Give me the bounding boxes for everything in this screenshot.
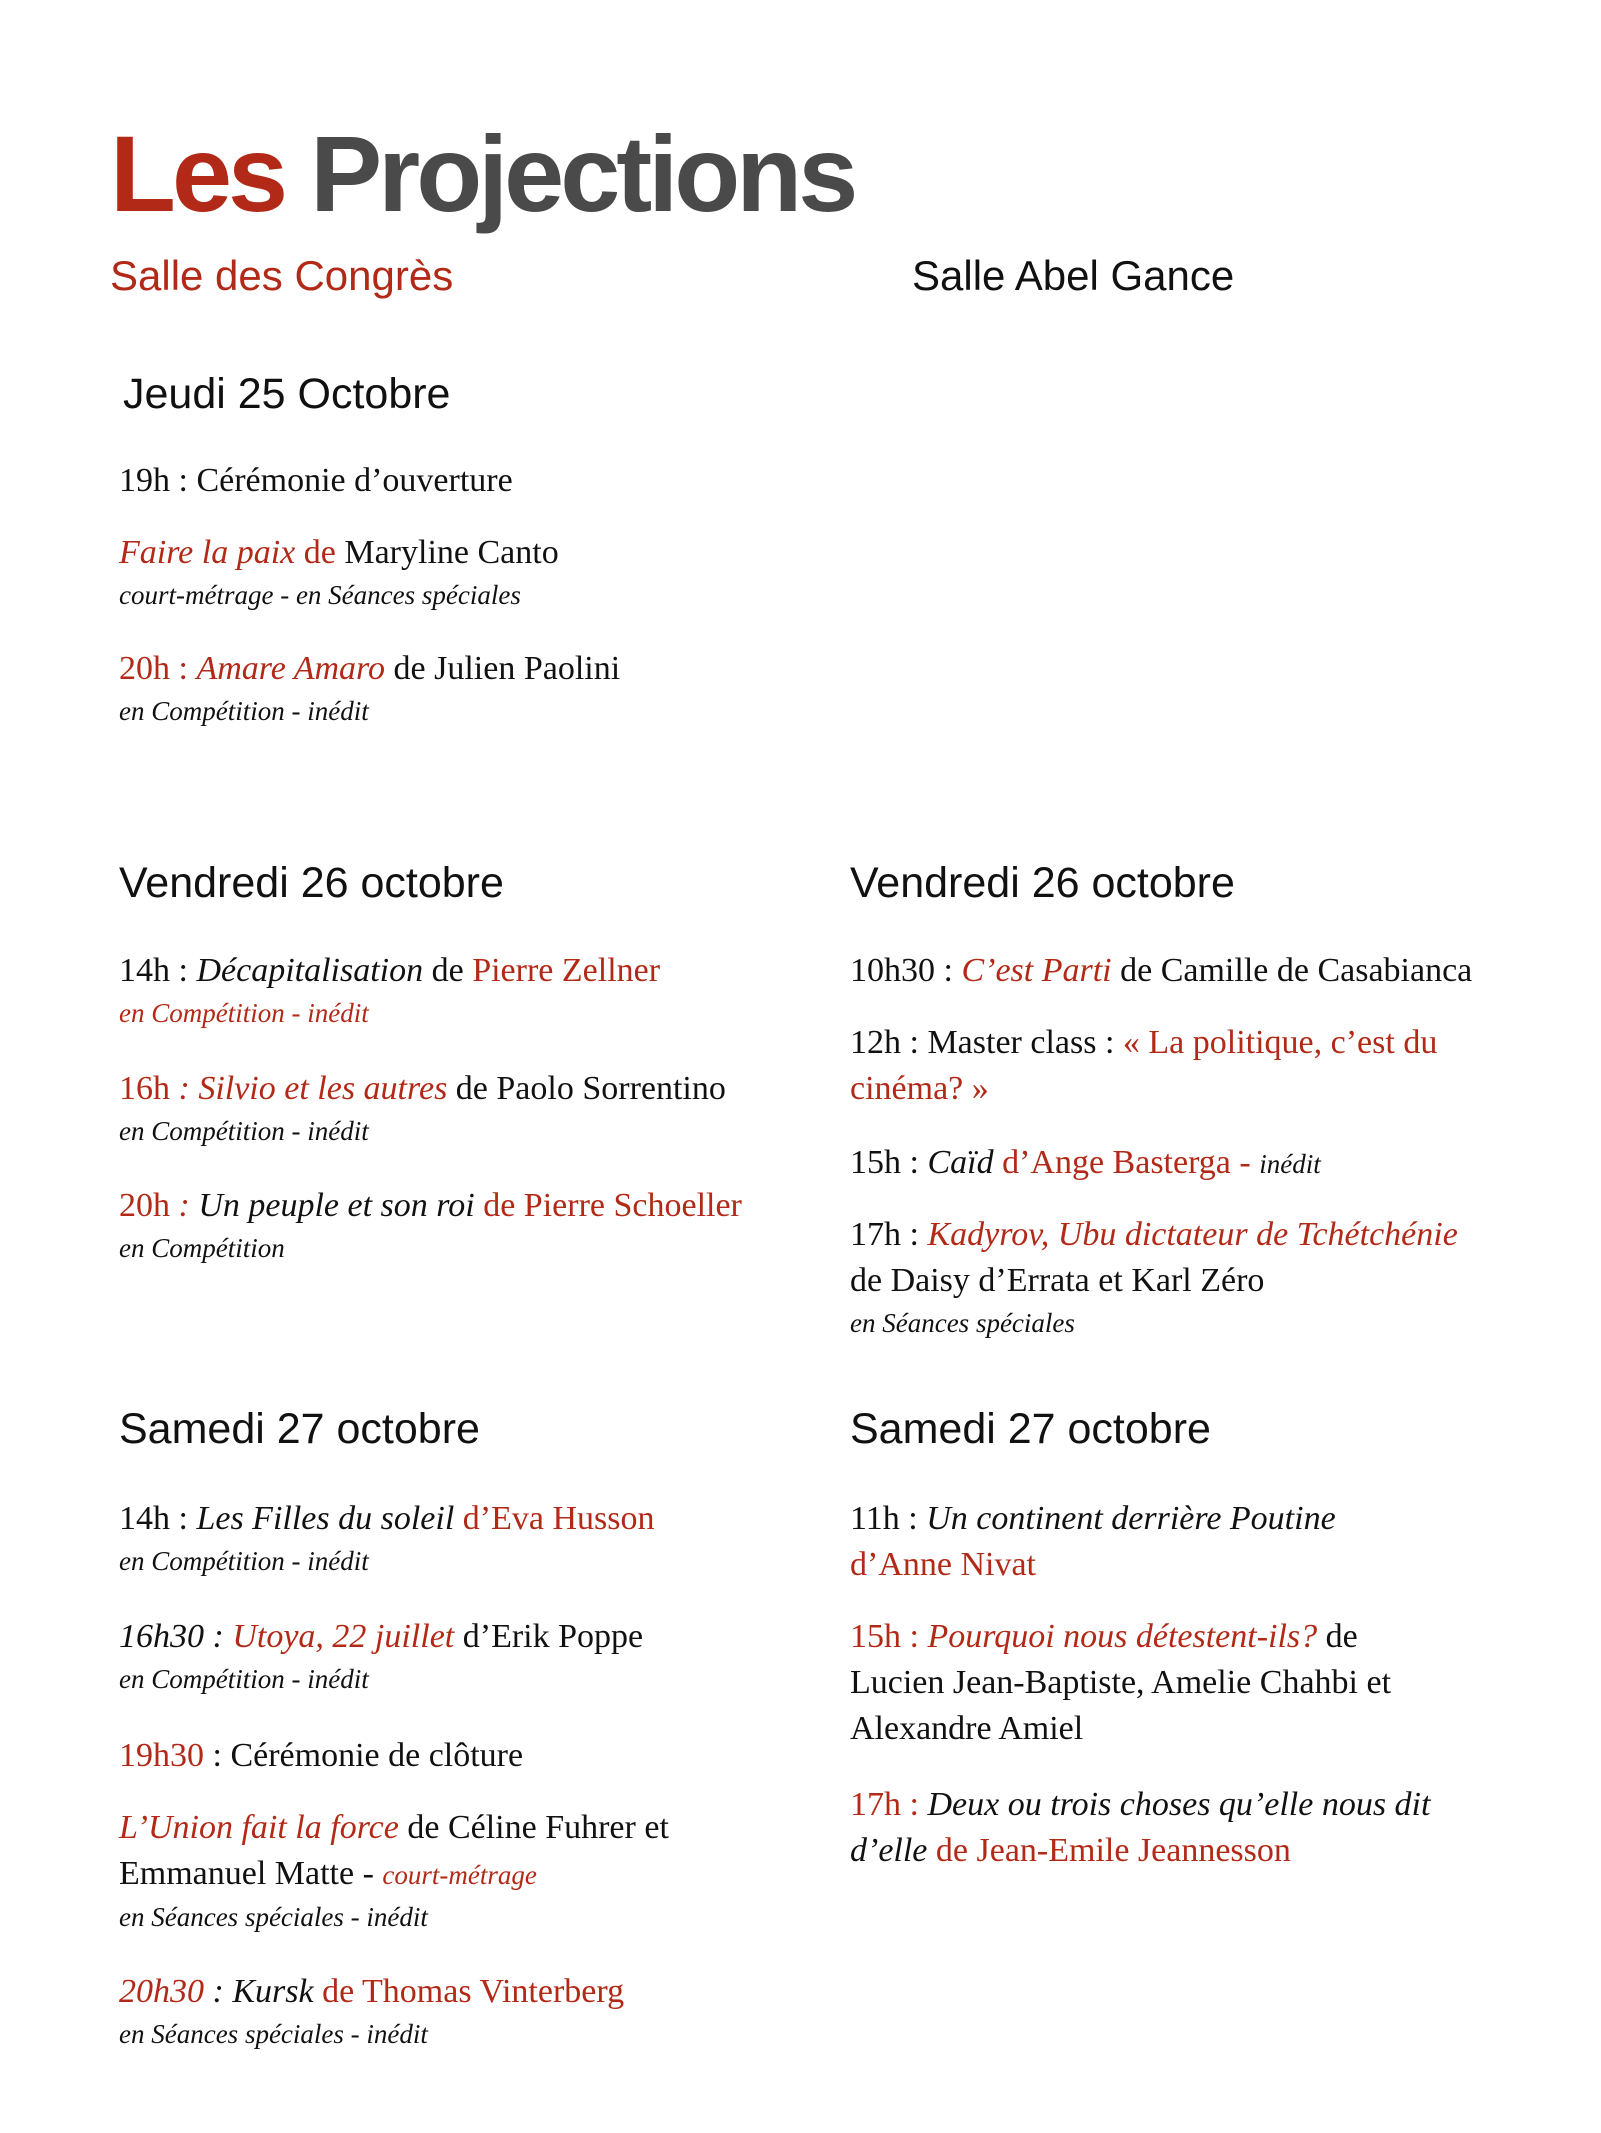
event-line: [119, 1496, 819, 1542]
event-continent-poutine: [850, 1496, 1570, 1588]
day-heading-saturday-abel-gance: Samedi 27 octobre: [850, 1405, 1211, 1453]
film-title: Faire la paix: [119, 534, 296, 571]
event-time: 16h: [119, 1070, 170, 1107]
event-amare-amaro: [119, 646, 819, 730]
title-word-les: Les: [110, 113, 285, 234]
film-director: d’Ange Basterga -: [993, 1144, 1260, 1181]
event-kadyrov: [850, 1212, 1570, 1342]
event-master-class: [850, 1020, 1570, 1112]
film-title: Deux ou trois choses qu’elle nous dit: [927, 1786, 1431, 1823]
film-director: de Thomas Vinterberg: [313, 1973, 625, 2010]
event-line: 19h : Cérémonie d’ouverture: [119, 462, 513, 499]
day-heading-thursday: Jeudi 25 Octobre: [123, 370, 451, 418]
event-line: [119, 1805, 819, 1851]
film-director: de Paolo Sorrentino: [447, 1070, 726, 1107]
event-line: [119, 530, 819, 576]
event-time: 15h :: [850, 1618, 928, 1655]
event-line: [850, 1212, 1570, 1258]
event-subtitle: court-métrage - en Séances spéciales: [119, 580, 521, 610]
event-line-2: [119, 1851, 819, 1898]
page-title: [110, 113, 855, 234]
event-subtitle: en Compétition - inédit: [119, 1664, 369, 1694]
film-director: d’Erik Poppe: [454, 1618, 644, 1655]
event-subtitle: inédit: [1259, 1149, 1321, 1179]
event-faire-la-paix: [119, 530, 819, 614]
event-text: : Cérémonie de clôture: [204, 1737, 524, 1774]
event-time: 19h30: [119, 1737, 204, 1774]
day-heading-saturday-congres: Samedi 27 octobre: [119, 1405, 480, 1453]
event-line: [119, 1066, 819, 1112]
event-subtitle: en Compétition - inédit: [119, 696, 369, 726]
event-subtitle: en Séances spéciales - inédit: [119, 1902, 428, 1932]
event-time: 20h: [119, 1187, 179, 1224]
film-title: Amare Amaro: [196, 650, 386, 687]
film-director: d’Eva Husson: [454, 1500, 655, 1537]
event-pourquoi-detestent: [850, 1614, 1570, 1752]
event-filles-du-soleil: [119, 1496, 819, 1580]
event-time: 12h : Master class :: [850, 1024, 1123, 1061]
film-director: de Camille de Casabianca: [1111, 952, 1473, 989]
event-line: [119, 646, 819, 692]
event-subtitle: en Compétition - inédit: [119, 1116, 369, 1146]
event-subtitle: en Compétition - inédit: [119, 998, 369, 1028]
film-de: de: [423, 952, 473, 989]
event-closing-ceremony: [119, 1733, 819, 1779]
event-colon: :: [178, 1187, 199, 1224]
film-de: de: [1317, 1618, 1358, 1655]
event-line: [119, 1969, 819, 2015]
event-line: [850, 1782, 1570, 1828]
event-silvio: [119, 1066, 819, 1150]
event-time: 14h :: [119, 1500, 197, 1537]
film-director: Maryline Canto: [344, 534, 559, 571]
event-line: [119, 948, 819, 994]
film-director: d’Anne Nivat: [850, 1546, 1037, 1583]
title-word-projections: Projections: [310, 113, 855, 234]
film-title-cont: d’elle: [850, 1832, 928, 1869]
event-time: 17h :: [850, 1216, 928, 1253]
event-line: [850, 948, 1570, 994]
film-director: de Julien Paolini: [385, 650, 621, 687]
event-line: [850, 1140, 1570, 1187]
event-line: [850, 1496, 1570, 1542]
film-title: : Silvio et les autres: [170, 1070, 448, 1107]
event-deux-ou-trois-choses: [850, 1782, 1570, 1874]
event-line-2: [850, 1828, 1570, 1874]
event-line: [119, 1733, 819, 1779]
event-subtitle: en Séances spéciales: [850, 1308, 1075, 1338]
event-colon: :: [204, 1973, 233, 2010]
film-title: Kursk: [232, 1973, 314, 2010]
film-title: Un continent derrière Poutine: [926, 1500, 1336, 1537]
event-line: [119, 1614, 819, 1660]
day-heading-friday-abel-gance: Vendredi 26 octobre: [850, 859, 1235, 907]
room-heading-abel-gance: Salle Abel Gance: [912, 252, 1235, 299]
event-time: 17h :: [850, 1786, 928, 1823]
film-de: de: [295, 534, 345, 571]
film-title: Pourquoi nous détestent-ils?: [927, 1618, 1318, 1655]
master-class-title: « La politique, c’est du: [1122, 1024, 1438, 1061]
film-title: C’est Parti: [961, 952, 1112, 989]
film-director: Lucien Jean-Baptiste, Amelie Chahbi et: [850, 1664, 1392, 1701]
film-title: Un peuple et son roi: [198, 1187, 475, 1224]
event-decapitalisation: [119, 948, 819, 1032]
film-director: de Daisy d’Errata et Karl Zéro: [850, 1262, 1265, 1299]
event-utoya: [119, 1614, 819, 1698]
event-time: 10h30 :: [850, 952, 962, 989]
film-title: L’Union fait la force: [119, 1809, 399, 1846]
film-title: Kadyrov, Ubu dictateur de Tchétchénie: [927, 1216, 1458, 1253]
film-director: de Jean-Emile Jeannesson: [927, 1832, 1291, 1869]
event-subtitle: en Compétition - inédit: [119, 1546, 369, 1576]
event-caid: [850, 1140, 1570, 1187]
event-cest-parti: [850, 948, 1570, 994]
event-union-fait-la-force: [119, 1805, 819, 1936]
event-un-peuple: [119, 1183, 839, 1267]
event-subtitle: en Séances spéciales - inédit: [119, 2019, 428, 2049]
film-director-cont: Alexandre Amiel: [850, 1710, 1084, 1747]
film-director: de Céline Fuhrer et: [398, 1809, 669, 1846]
event-time: 16h30 :: [119, 1618, 233, 1655]
film-title: Utoya, 22 juillet: [232, 1618, 455, 1655]
film-title: Les Filles du soleil: [196, 1500, 455, 1537]
master-class-title-cont: cinéma? »: [850, 1070, 989, 1107]
film-title: Décapitalisation: [196, 952, 424, 989]
event-time: 11h :: [850, 1500, 927, 1537]
event-opening-ceremony: [119, 458, 819, 504]
film-title: Caïd: [927, 1144, 994, 1181]
film-director-cont: Emmanuel Matte -: [119, 1855, 383, 1892]
event-line: [850, 1020, 1570, 1066]
room-heading-congres: Salle des Congrès: [110, 252, 454, 299]
event-time: 20h30: [119, 1973, 204, 2010]
event-time: 14h :: [119, 952, 197, 989]
film-kind: court-métrage: [382, 1860, 537, 1890]
day-heading-friday-congres: Vendredi 26 octobre: [119, 859, 504, 907]
film-director: de Pierre Schoeller: [474, 1187, 742, 1224]
event-line: [119, 1183, 839, 1229]
film-director: Pierre Zellner: [472, 952, 661, 989]
event-time: 20h :: [119, 650, 197, 687]
event-subtitle: en Compétition: [119, 1233, 285, 1263]
event-kursk: [119, 1969, 819, 2053]
event-time: 15h :: [850, 1144, 928, 1181]
event-line: [850, 1614, 1570, 1660]
